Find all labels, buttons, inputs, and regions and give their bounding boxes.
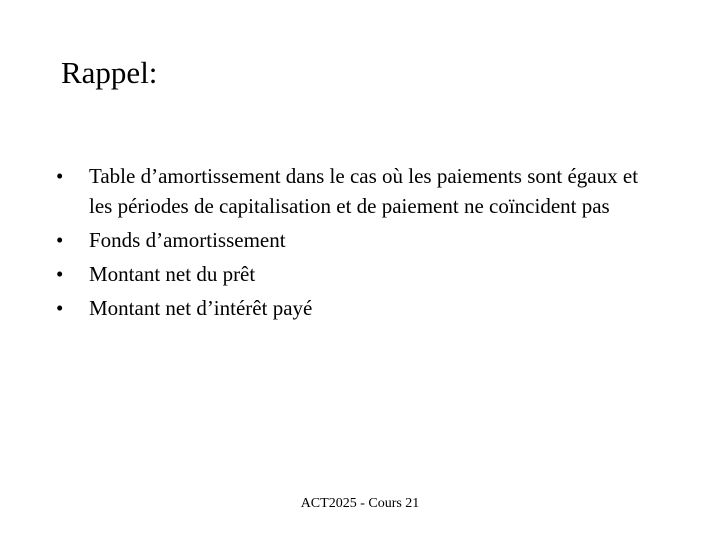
bullet-icon: • <box>56 164 64 188</box>
bullet-list <box>56 161 666 327</box>
list-item <box>56 293 666 323</box>
bullet-text: Fonds d’amortissement <box>89 228 286 252</box>
bullet-icon: • <box>56 296 64 320</box>
slide-title: Rappel: <box>61 55 158 90</box>
bullet-text: Montant net d’intérêt payé <box>89 296 313 320</box>
list-item <box>56 259 666 289</box>
bullet-icon: • <box>56 228 64 252</box>
list-item <box>56 161 666 221</box>
bullet-text: Table d’amortissement dans le cas où les paiements sont égaux et les périodes de capitalisation et de paiement ne coïncident pas <box>89 164 639 218</box>
list-item <box>56 225 666 255</box>
bullet-icon: • <box>56 262 64 286</box>
slide-footer: ACT2025 - Cours 21 <box>300 496 420 511</box>
bullet-text: Montant net du prêt <box>89 262 256 286</box>
